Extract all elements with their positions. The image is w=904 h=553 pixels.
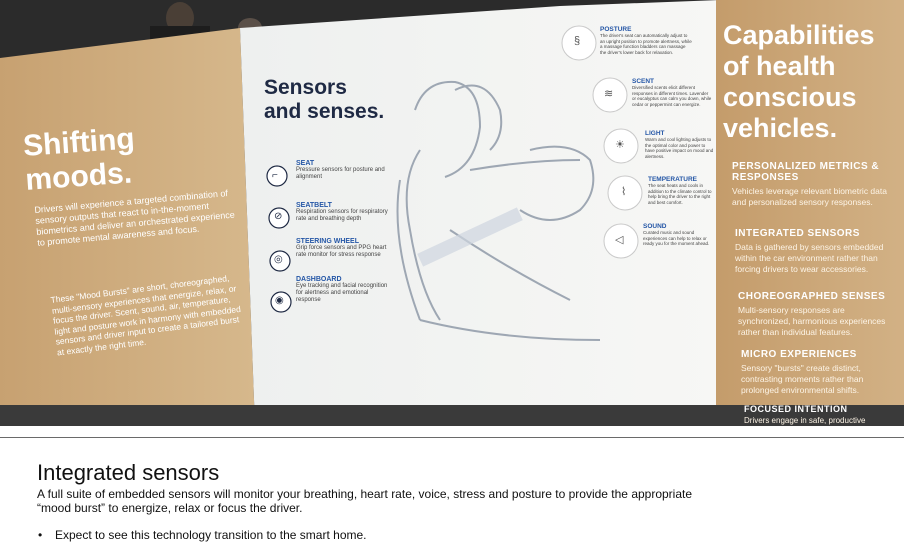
- center-title-line1: Sensors: [264, 76, 347, 99]
- capability-head: FOCUSED INTENTION: [744, 404, 848, 414]
- sense-item-posture: [600, 26, 692, 55]
- bullet-text: Expect to see this technology transition to the smart home.: [55, 528, 367, 542]
- capability-text: Sensory "bursts" create distinct, contrasting moments rather than prolonged environmental shifts.: [741, 363, 864, 395]
- seat-icon: ⌐: [272, 170, 278, 181]
- capability-item: [738, 291, 893, 338]
- center-panel-title: [264, 76, 384, 124]
- capability-head: PERSONALIZED METRICS & RESPONSES: [732, 161, 880, 183]
- capability-item: [735, 228, 890, 275]
- sense-scent-desc: Diversified scents elicit different responses in different times. Lavender or eucalyptus can calm you down, while cedar or peppermint can energize.: [632, 85, 712, 107]
- sensor-seat-label: SEAT: [296, 160, 315, 167]
- sensor-seatbelt-desc: Respiration sensors for respiratory rate and breathing depth: [296, 209, 388, 222]
- caption-body: A full suite of embedded sensors will monitor your breathing, heart rate, voice, stress and posture to provide the appropriate “mood burst” to energize, relax or focus the driver.: [37, 487, 693, 515]
- sense-item-light: [645, 130, 715, 159]
- thermometer-icon: ⌇: [621, 186, 627, 198]
- sensor-seat-desc: Pressure sensors for posture and alignment: [296, 167, 385, 180]
- left-title-line2: moods.: [24, 156, 134, 197]
- capability-text: Drivers engage in safe, productive: [744, 416, 866, 425]
- seatbelt-icon: ⊘: [274, 211, 283, 222]
- sense-light-desc: Warm and cool lighting adjusts to the optimal color and power to have positive impact on mood and alertness.: [645, 137, 714, 159]
- left-panel-para1: Drivers will experience a targeted combination of sensory outputs that react to in-the-moment biometrics and deliver an orchestrated experience to promote mental awareness and focus.: [34, 188, 236, 248]
- center-title-line2: and senses.: [264, 100, 385, 123]
- sensor-item-seat: [296, 160, 388, 181]
- capability-head: CHOREOGRAPHED SENSES: [738, 291, 886, 302]
- capability-item: [732, 161, 892, 208]
- left-title-line1: Shifting: [22, 122, 136, 163]
- steering-wheel-icon: ◎: [274, 254, 283, 265]
- right-panel-title: [723, 20, 875, 144]
- sensor-item-steering-wheel: [296, 238, 388, 259]
- capability-text: Data is gathered by sensors embedded within the car environment rather than forcing drivers to wear accessories.: [735, 242, 884, 274]
- sense-posture-label: POSTURE: [600, 26, 632, 33]
- sensor-seatbelt-label: SEATBELT: [296, 202, 332, 209]
- capability-item: [744, 404, 894, 426]
- sense-item-scent: [632, 78, 712, 107]
- spine-icon: §: [574, 35, 581, 47]
- sense-item-temperature: [648, 176, 716, 205]
- sense-temperature-label: TEMPERATURE: [648, 176, 697, 183]
- sense-sound-label: SOUND: [643, 223, 667, 230]
- sensor-dashboard-desc: Eye tracking and facial recognition for alertness and emotional response: [296, 283, 388, 303]
- sense-light-label: LIGHT: [645, 130, 665, 137]
- left-panel-para2: These "Mood Bursts" are short, choreographed, multi-sensory experiences that energize, relax, or focus the driver. Scent, sound, air, temperature, light and posture work in harmony with embedded sensors and driver input to create a tailored burst at exactly the right time.: [50, 273, 242, 358]
- sense-temperature-desc: The seat heats and cools in addition to the climate control to help bring the driver to the right and best comfort.: [648, 183, 712, 205]
- right-title-line3: conscious: [723, 82, 857, 112]
- sense-scent-label: SCENT: [632, 78, 655, 85]
- capability-text: Multi-sensory responses are synchronized, harmonious experiences rather than individual features.: [738, 305, 886, 337]
- sensor-steering-desc: Grip force sensors and PPG heart rate monitor for stress response: [296, 245, 387, 258]
- capability-head: INTEGRATED SENSORS: [735, 228, 860, 239]
- scent-icon: ≋: [604, 88, 614, 100]
- sense-item-sound: [643, 223, 715, 247]
- right-title-line1: Capabilities: [723, 20, 875, 50]
- sense-posture-desc: The driver's seat can automatically adjust to an upright position to promote alertness, while a massage function bladders can massage the driver's lower back for relaxation.: [600, 33, 692, 55]
- speaker-icon: ◁: [615, 234, 624, 246]
- divider: [0, 437, 904, 438]
- right-title-line2: of health: [723, 51, 836, 81]
- capability-head: MICRO EXPERIENCES: [741, 349, 857, 360]
- light-icon: ☀: [615, 139, 625, 151]
- sensor-steering-label: STEERING WHEEL: [296, 238, 360, 245]
- eye-icon: ◉: [275, 295, 284, 306]
- sensor-item-dashboard: [296, 276, 388, 304]
- sensor-item-seatbelt: [296, 202, 388, 223]
- caption-title: Integrated sensors: [37, 460, 220, 485]
- capability-item: [741, 349, 891, 396]
- capability-text: Vehicles leverage relevant biometric data and personalized sensory responses.: [732, 186, 887, 207]
- left-panel-title: [22, 122, 138, 198]
- right-title-line4: vehicles.: [723, 113, 838, 143]
- bullet-marker: •: [38, 528, 43, 542]
- sensor-dashboard-label: DASHBOARD: [296, 276, 342, 283]
- sense-sound-desc: Curated music and sound experiences can help to relax or ready you for the moment ahead.: [643, 230, 710, 246]
